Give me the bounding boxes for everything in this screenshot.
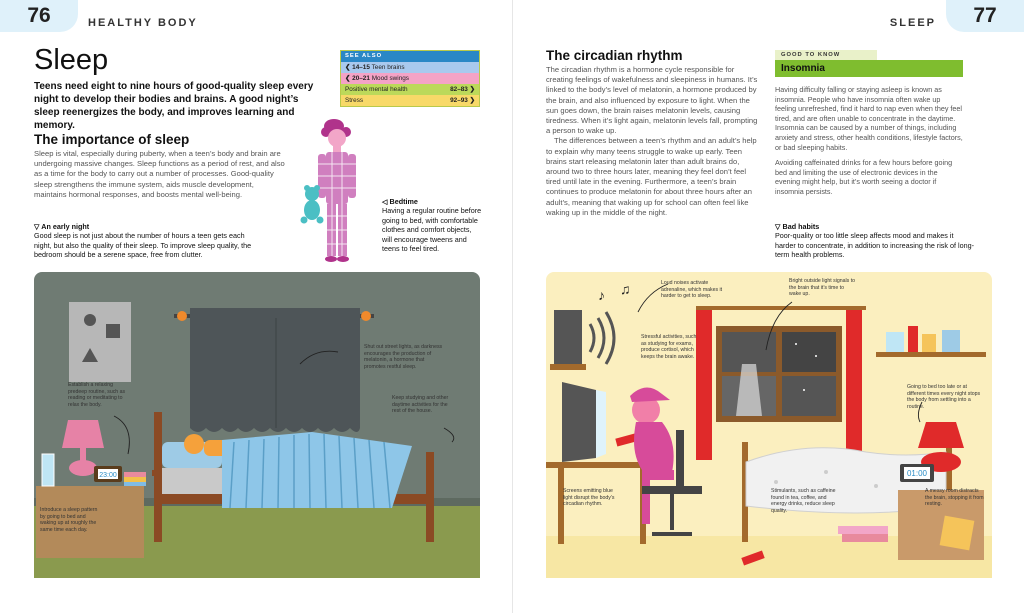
importance-heading: The importance of sleep [34, 132, 190, 147]
note-sleep-pattern: Introduce a sleep pattern by going to bed and waking up at roughly the same time each day. [40, 507, 98, 533]
bad-habits-caption: ▽ Bad habits Poor-quality or too little sleep affects mood and makes it harder to concentrate, in addition to increasing the risk of long-term health problems. [775, 222, 974, 260]
girl-pajamas-illustration [296, 118, 376, 266]
note-studying: Keep studying and other daytime activities for the rest of the house. [392, 395, 449, 415]
see-also-label: SEE ALSO [341, 51, 479, 62]
right-page [512, 0, 1024, 613]
see-also-item[interactable]: Positive mental health 82–83 ❯ [341, 84, 479, 95]
insomnia-body: Having difficulty falling or staying asleep is known as insomnia. People who have insomnia often wake up feeling unrefreshed, find it hard to nap even when they feel tired, and are often unable to concentrate in the daytime. Insomnia can be caused by a number of things, including anxiety and stress, other health conditions, lifestyle factors, or bad sleeping habits. Avoiding caffeinated drinks for a few hours before going bed and limiting the use of electronic devices in the evening might help, but it’s worth seeing a doctor if insomnia persists. [775, 85, 963, 196]
page-number-right: 77 [946, 0, 1024, 32]
page-number-left: 76 [0, 0, 78, 32]
note-bed-too-late: Going to bed too late or at different times every night stops the body from settling into a routine. [907, 384, 981, 410]
bedtime-caption: ◁ Bedtime Having a regular routine before going to bed, with comfortable clothes and comfort objects, will encourage tweens and teens to feel tired. [382, 197, 482, 254]
running-head-right: SLEEP [889, 17, 936, 29]
intro-text: Teens need eight to nine hours of good-quality sleep every night to develop their bodies and brains. A good night’s sleep reenergizes the body, and improves learning and memory. [34, 81, 314, 131]
note-stimulants: Stimulants, such as caffeine found in tea, coffee, and energy drinks, reduce sleep quality. [771, 488, 836, 514]
note-street-lights: Shut out street lights, as darkness encourages the production of melatonin, a hormone that promotes restful sleep. [364, 344, 443, 370]
running-head-left: HEALTHY BODY [88, 17, 198, 29]
messy-bedroom-illustration [546, 272, 992, 578]
note-relaxing-routine: Establish a relaxing predeep routine, such as reading or meditating to relax the body. [68, 382, 126, 408]
note-bright-light: Bright outside light signals to the brain that it’s time to wake up. [789, 278, 856, 298]
note-loud-noises: Loud noises activate adrenaline, which makes it harder to get to sleep. [661, 280, 723, 300]
calm-bedroom-illustration [34, 272, 480, 578]
note-screens-blue-light: Screens emitting blue light disrupt the body’s circadian rhythm. [563, 488, 615, 508]
see-also-item[interactable]: ❮ 14–15 Teen brains [341, 62, 479, 73]
insomnia-heading: Insomnia [775, 60, 963, 77]
messy-clock-time: 01:00 [906, 469, 928, 478]
page-title: Sleep [34, 44, 109, 76]
early-night-caption: ▽ An early night Good sleep is not just about the number of hours a teen gets each night, but also the quality of their sleep. To improve sleep quality, the bedroom should be a serene space, free from clutter. [34, 222, 252, 260]
good-to-know-label: GOOD TO KNOW [775, 50, 877, 60]
see-also-item[interactable]: ❮ 20–21 Mood swings [341, 73, 479, 84]
svg-text:♫: ♫ [620, 281, 631, 297]
note-stressful-activities: Stressful activities, such as studying for exams, produce cortisol, which keeps the brain awake. [641, 334, 697, 360]
circadian-heading: The circadian rhythm [546, 48, 683, 63]
importance-body: Sleep is vital, especially during puberty, when a teen’s body and brain are undergoing massive changes. Sleep functions as a period of rest, and also as a time for the body to carry out a number of processes. Good-quality sleep strengthens the immune system, aids muscle development, maintains hormonal responses, and boosts mental well-being. [34, 149, 285, 199]
note-messy-room: A messy room distracts the brain, stopping it from resting. [925, 488, 984, 508]
svg-text:♪: ♪ [598, 287, 605, 303]
bedside-clock-time: 23:00 [99, 472, 117, 479]
circadian-body: The circadian rhythm is a hormone cycle responsible for creating feelings of wakefulness and sleepiness in humans. It’s linked to the body’s level of melatonin, a hormone produced by the brain, and also influenced by exposure to light. When the sun goes down, the brain raises melatonin levels, causing tiredness. When it’s light again, melatonin levels fall, prompting a person to wake up. The differences between a teen’s rhythm and an adult’s help to explain why many teens struggle to wake up early. Teen brains start releasing melatonin later than adult brains do, around two to three hours later, meaning they feel don’t feel tired until late in the evening. Furthermore, a teen’s brain continues to produce melatonin for about three hours after an adult’s, meaning that waking up for school can often feel like waking up in the middle of the night. [546, 65, 758, 217]
see-also-box [340, 50, 480, 107]
good-to-know-box [775, 50, 963, 203]
see-also-item[interactable]: Stress 92–93 ❯ [341, 95, 479, 106]
